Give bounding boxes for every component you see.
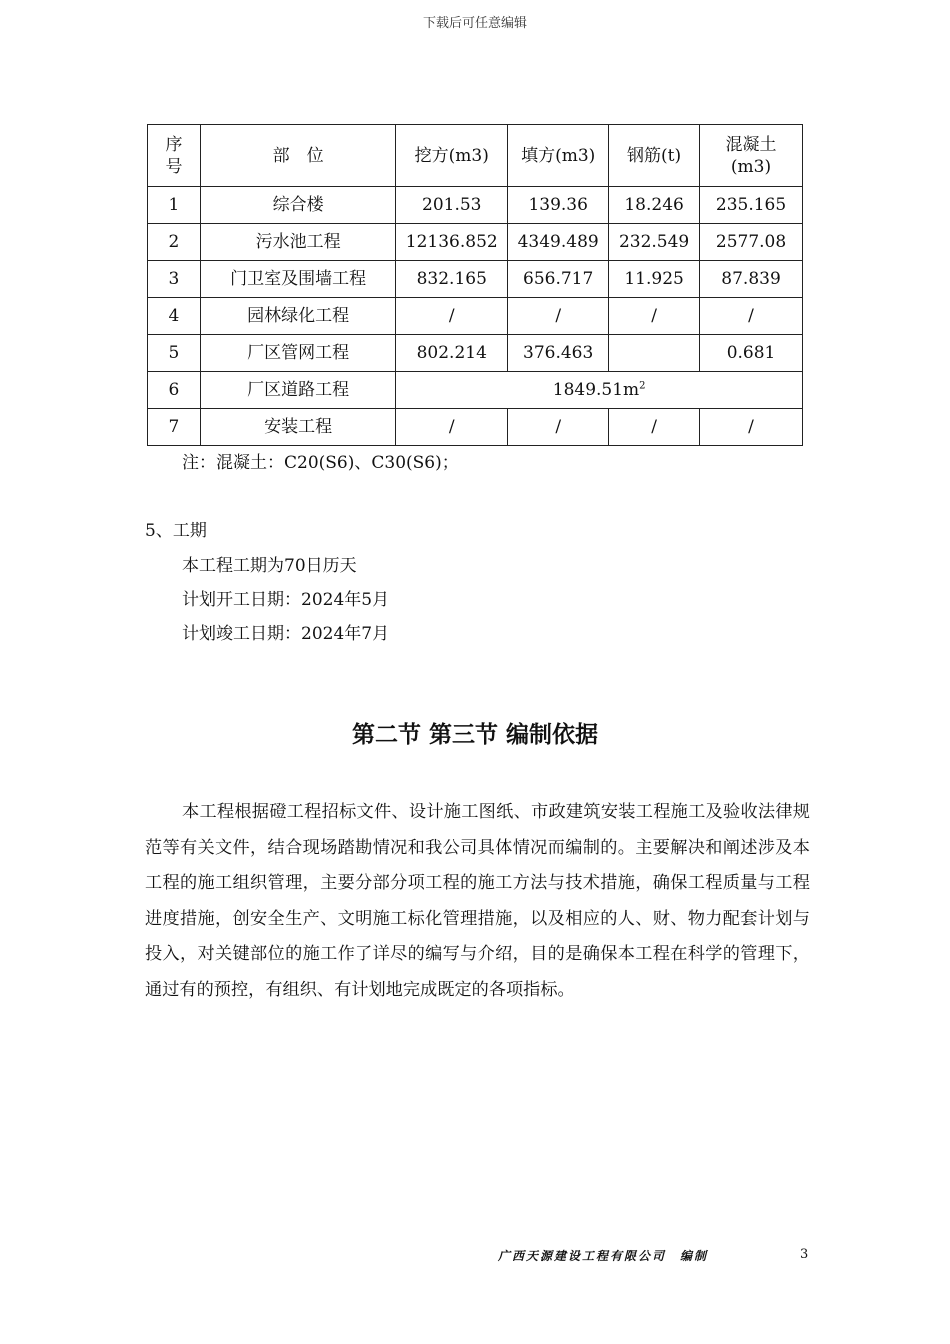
road-area-superscript: 2 [639,380,646,392]
cell-concrete: 87.839 [700,261,803,298]
header-note: 下载后可任意编辑 [422,16,527,31]
cell-part: 污水池工程 [200,224,395,261]
cell-part: 厂区管网工程 [200,335,395,372]
header-seq-line1: 序 [165,134,183,155]
header-fill: 填方(m3) [508,125,609,187]
header-excavation: 挖方(m3) [396,125,508,187]
schedule-end: 计划竣工日期：2024年7月 [182,624,390,644]
cell-part: 园林绿化工程 [200,298,395,335]
cell-part: 门卫室及围墙工程 [200,261,395,298]
cell-concrete: 0.681 [700,335,803,372]
cell-excavation: / [396,409,508,446]
cell-excavation: 201.53 [396,187,508,224]
schedule-duration: 本工程工期为70日历天 [182,556,357,576]
cell-seq: 3 [148,261,201,298]
cell-rebar: 11.925 [609,261,700,298]
footer-company: 广西天源建设工程有限公司 编制 [498,1249,709,1263]
section-heading: 第二节 第三节 编制依据 [351,722,598,748]
cell-rebar: / [609,409,700,446]
cell-excavation: / [396,298,508,335]
road-area-value: 1849.51m [552,380,640,400]
cell-rebar: / [609,298,700,335]
cell-seq: 7 [148,409,201,446]
cell-concrete: 235.165 [700,187,803,224]
cell-part: 厂区道路工程 [200,372,395,409]
cell-seq: 6 [148,372,201,409]
cell-fill: 4349.489 [508,224,609,261]
header-seq [148,125,201,187]
header-concrete-line1: 混凝土 [725,134,777,155]
cell-fill: 376.463 [508,335,609,372]
body-paragraph: 本工程根据磴工程招标文件、设计施工图纸、市政建筑安装工程施工及验收法律规范等有关文件，结合现场踏勘情况和我公司具体情况而编制的。主要解决和阐述涉及本工程的施工组织管理，主要分部分项工程的施工方法与技术措施，确保工程质量与工程进度措施，创安全生产、文明施工标化管理措施，以及相应的人、财、物力配套计划与投入，对关键部位的施工作了详尽的编写与介绍，目的是确保本工程在科学的管理下，通过有的预控，有组织、有计划地完成既定的各项指标。 [145,802,810,1000]
table-row [148,224,803,261]
schedule-start: 计划开工日期：2024年5月 [182,590,390,610]
schedule-title: 5、工期 [145,521,207,541]
cell-fill: / [508,298,609,335]
cell-seq: 2 [148,224,201,261]
cell-concrete: / [700,298,803,335]
table-row [148,298,803,335]
cell-fill: 656.717 [508,261,609,298]
table-row [148,372,803,409]
cell-part: 综合楼 [200,187,395,224]
cell-rebar: 232.549 [609,224,700,261]
quantity-table [147,124,803,446]
cell-concrete: / [700,409,803,446]
header-concrete-line2: (m3) [730,156,772,177]
header-part: 部 位 [200,125,395,187]
cell-seq: 1 [148,187,201,224]
cell-excavation: 802.214 [396,335,508,372]
cell-road-area [396,372,803,409]
header-seq-line2: 号 [165,156,183,177]
cell-excavation: 12136.852 [396,224,508,261]
cell-concrete: 2577.08 [700,224,803,261]
page-number: 3 [800,1247,809,1262]
cell-rebar: 18.246 [609,187,700,224]
header-rebar: 钢筋(t) [609,125,700,187]
cell-excavation: 832.165 [396,261,508,298]
table-row [148,187,803,224]
cell-seq: 5 [148,335,201,372]
table-header-row [148,125,803,187]
cell-part: 安装工程 [200,409,395,446]
cell-rebar [609,335,700,372]
table-row [148,335,803,372]
table-row [148,261,803,298]
cell-fill: 139.36 [508,187,609,224]
table-note: 注：混凝土：C20(S6)、C30(S6)； [182,453,459,473]
cell-seq: 4 [148,298,201,335]
table-row [148,409,803,446]
header-concrete [700,125,803,187]
cell-fill: / [508,409,609,446]
